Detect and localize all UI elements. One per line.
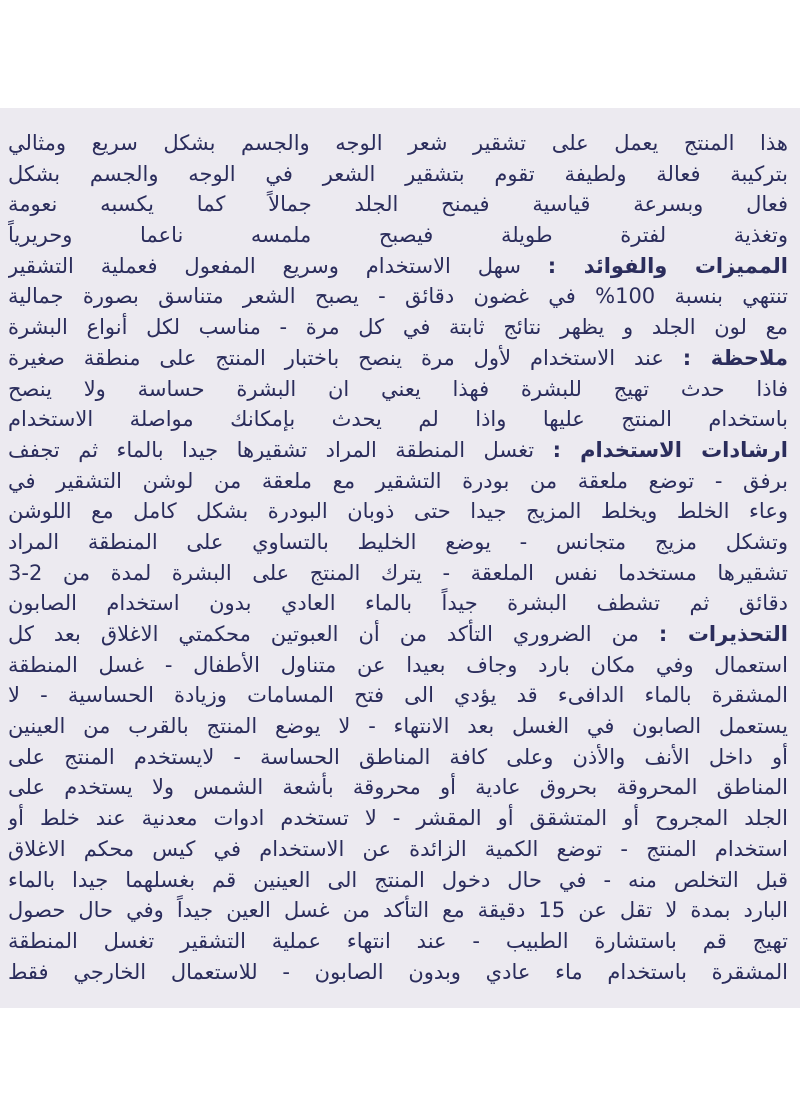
text-line: دقائق ثم تشطف البشرة جيداً بالماء العادي بدون استخدام الصابون [8,591,788,616]
text-line: برفق - توضع ملعقة من بودرة التشقير مع ملعقة من لوشن التشقير في [8,468,788,493]
text-line: قبل التخلص منه - في حال دخول المنتج الى العينين قم بغسلهما جيدا بالماء [8,867,788,892]
text-line: استعمال وفي مكان بارد وجاف بعيدا عن متناول الأطفال - غسل المنطقة [8,652,788,677]
text-line: هذا المنتج يعمل على تشقير شعر الوجه والجسم بشكل سريع ومثالي [8,131,788,155]
text-line: بتركيبة فعالة ولطيفة تقوم بتشقير الشعر في الوجه والجسم بشكل [8,161,788,186]
text-line: أو داخل الأنف والأذن وعلى كافة المناطق الحساسة - لايستخدم المنتج على [8,744,788,769]
text-line: تهيج قم باستشارة الطبيب - عند انتهاء عملية التشقير تغسل المنطقة [8,928,788,953]
note-heading: ملاحظة : [682,345,788,370]
text-line: يستعمل الصابون في الغسل بعد الانتهاء - لا يوضع المنتج بالقرب من العينين [8,714,788,739]
text-line: المناطق المحروقة بحروق عادية أو محروقة بأشعة الشمس ولا يستخدم على [8,775,788,800]
text-line: وعاء الخلط ويخلط المزيج جيدا حتى ذوبان البودرة بشكل كامل مع اللوشن [8,499,788,524]
text-line: فاذا حدث تهيج للبشرة فهذا يعني ان البشرة حساسة ولا ينصح [8,376,788,401]
features-heading: المميزات والفوائد : [547,253,788,278]
features-heading-line: المميزات والفوائد : سهل الاستخدام وسريع المفعول فعملية التشقير [8,253,788,278]
usage-heading-line: ارشادات الاستخدام : تغسل المنطقة المراد تشقيرها جيدا بالماء ثم تجفف [8,437,788,462]
usage-heading: ارشادات الاستخدام : [552,437,788,462]
text-line: مع لون الجلد و يظهر نتائج ثابتة في كل مرة - مناسب لكل أنواع البشرة [8,315,788,340]
instructions-text-block [8,128,788,987]
text-line: استخدام المنتج - توضع الكمية الزائدة عن الاستخدام في كيس محكم الاغلاق [8,836,788,861]
text-line: الجلد المجروح أو المتشقق أو المقشر - لا تستخدم ادوات معدنية عند خلط أو [8,806,788,831]
text-line: تنتهي بنسبة 100% في غضون دقائق - يصبح الشعر متناسق بصورة جمالية [8,284,788,309]
text-line: وتغذية لفترة طويلة فيصبح ملمسه ناعما وحريرياً [8,223,788,248]
text-line: المشقرة باستخدام ماء عادي وبدون الصابون - للاستعمال الخارجي فقط [8,959,788,984]
text-line: تشقيرها مستخدما نفس الملعقة - يترك المنتج على البشرة لمدة من 2-3 [8,560,788,585]
text-line: وتشكل مزيج متجانس - يوضع الخليط بالتساوي على المنطقة المراد [8,529,788,554]
note-heading-line: ملاحظة : عند الاستخدام لأول مرة ينصح باختبار المنتج على منطقة صغيرة [8,345,788,370]
warnings-heading: التحذيرات : [658,622,788,646]
text-line: المشقرة بالماء الدافىء قد يؤدي الى فتح المسامات وزيادة الحساسية - لا [8,683,788,708]
warnings-heading-line: التحذيرات : من الضروري التأكد من أن العبوتين محكمتي الاغلاق بعد كل [8,622,788,646]
text-line: فعال وبسرعة قياسية فيمنح الجلد جمالاً كما يكسبه نعومة [8,192,788,217]
text-line: باستخدام المنتج عليها واذا لم يحدث بإمكانك مواصلة الاستخدام [8,407,788,432]
text-line: البارد بمدة لا تقل عن 15 دقيقة مع التأكد من غسل العين جيداً وفي حال حصول [8,898,788,923]
